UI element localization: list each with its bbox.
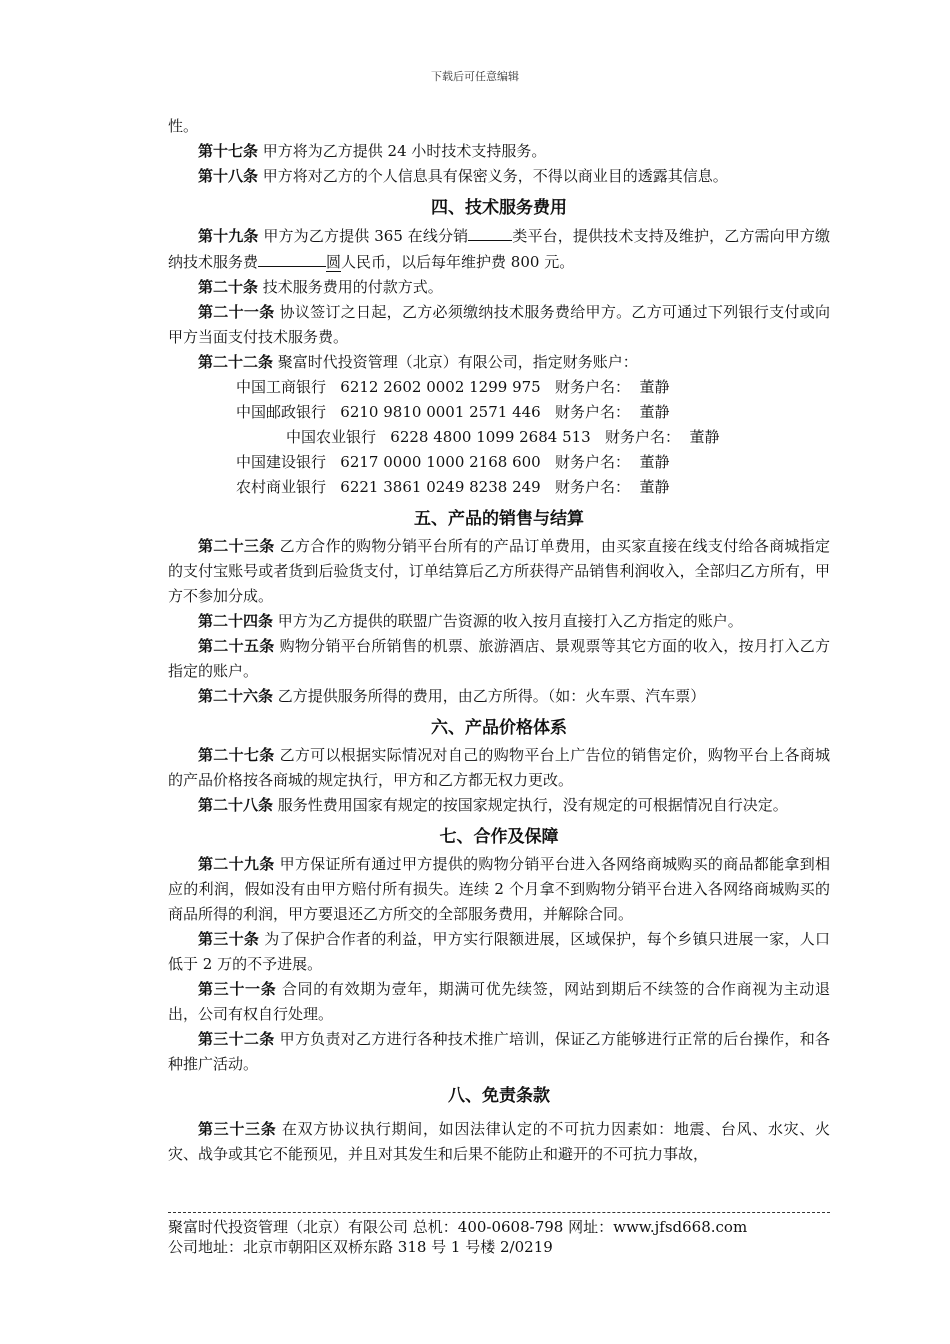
footer-divider (168, 1212, 830, 1213)
clause-text: 甲方负责对乙方进行各种技术推广培训，保证乙方能够进行正常的后台操作，和各种推广活动。 (168, 1030, 830, 1073)
clause-26 (168, 684, 830, 709)
clause-text: 合同的有效期为壹年，期满可优先续签，网站到期后不续签的合作商视为主动退出，公司有权自行处理。 (168, 980, 830, 1023)
clause-text: 乙方提供服务所得的费用，由乙方所得。（如：火车票、汽车票） (273, 687, 706, 705)
paragraph: 性。 (168, 117, 199, 135)
fill-in-blank (258, 249, 326, 267)
clause-20 (168, 275, 830, 300)
fill-in-blank (468, 223, 512, 241)
clause-text: 甲方为乙方提供的联盟广告资源的收入按月直接打入乙方指定的账户。 (273, 612, 743, 630)
clause-18 (168, 164, 830, 189)
clause-text: 技术服务费用的付款方式。 (258, 278, 443, 296)
clause-30 (168, 927, 830, 977)
clause-32 (168, 1027, 830, 1077)
section-heading: 八、免责条款 (448, 1086, 550, 1106)
clause-number: 第二十七条 (198, 746, 275, 764)
page-footer (168, 1212, 830, 1257)
clause-text: 协议签订之日起，乙方必须缴纳技术服务费给甲方。乙方可通过下列银行支付或向甲方当面支付技术服务费。 (168, 303, 830, 346)
clause-number: 第二十三条 (198, 537, 275, 555)
footer-address-line: 公司地址：北京市朝阳区双桥东路 318 号 1 号楼 2/0219 (168, 1238, 553, 1256)
clause-number: 第二十四条 (198, 612, 274, 630)
clause-number: 第二十九条 (198, 855, 275, 873)
clause-text: 购物分销平台所销售的机票、旅游酒店、景观票等其它方面的收入，按月打入乙方指定的账户。 (168, 637, 830, 680)
clause-text: 甲方保证所有通过甲方提供的购物分销平台进入各网络商城购买的商品都能拿到相应的利润，假如没有由甲方赔付所有损失。连续 2 个月拿不到购物分销平台进入各网络商城购买的商品所得的利润，甲方要退还乙方所交的全部服务费用，并解除合同。 (168, 855, 830, 923)
clause-number: 第二十二条 (198, 353, 274, 371)
clause-number: 第二十一条 (198, 303, 275, 321)
clause-text: 乙方可以根据实际情况对自己的购物平台上广告位的销售定价，购物平台上各商城的产品价格按各商城的规定执行，甲方和乙方都无权力更改。 (168, 746, 830, 789)
clause-27 (168, 743, 830, 793)
clause-number: 第三十一条 (198, 980, 277, 998)
clause-28 (168, 793, 830, 818)
clause-text: 甲方将为乙方提供 24 小时技术支持服务。 (258, 142, 547, 160)
clause-17 (168, 139, 830, 164)
bank-account-line: 中国农业银行 6228 4800 1099 2684 513 财务户名： 董静 (286, 428, 720, 446)
clause-text: 为了保护合作者的利益，甲方实行限额进展，区域保护，每个乡镇只进展一家，人口低于 2 万的不予进展。 (168, 930, 830, 973)
clause-text: 圆 (326, 253, 342, 271)
clause-number: 第二十六条 (198, 687, 274, 705)
bank-account-line: 中国建设银行 6217 0000 1000 2168 600 财务户名： 董静 (236, 453, 670, 471)
clause-31 (168, 977, 830, 1027)
footer-company-line: 聚富时代投资管理（北京）有限公司 总机：400-0608-798 网址：www.jfsd668.com (168, 1218, 748, 1236)
clause-number: 第三十二条 (198, 1030, 275, 1048)
clause-number: 第十八条 (198, 167, 259, 185)
clause-text: 甲方为乙方提供 365 在线分销 (258, 227, 469, 245)
bank-account-line: 农村商业银行 6221 3861 0249 8238 249 财务户名： 董静 (236, 478, 670, 496)
clause-number: 第十九条 (198, 227, 259, 245)
clause-number: 第二十八条 (198, 796, 274, 814)
clause-number: 第十七条 (198, 142, 259, 160)
clause-22 (168, 350, 830, 375)
clause-25 (168, 634, 830, 684)
document-body (168, 114, 830, 1167)
section-heading: 七、合作及保障 (439, 827, 559, 847)
clause-number: 第三十三条 (198, 1120, 277, 1138)
clause-text: 类平台，提供技术支持及维护，乙方需向甲方缴纳技术服务费 (168, 227, 830, 271)
clause-text: 乙方合作的购物分销平台所有的产品订单费用，由买家直接在线支付给各商城指定的支付宝账号或者货到后验货支付，订单结算后乙方所获得产品销售利润收入，全部归乙方所有，甲方不参加分成。 (168, 537, 830, 605)
clause-number: 第三十条 (198, 930, 260, 948)
clause-text: 人民币，以后每年维护费 800 元。 (341, 253, 575, 271)
clause-21 (168, 300, 830, 350)
clause-33 (168, 1117, 830, 1167)
clause-text: 在双方协议执行期间，如因法律认定的不可抗力因素如：地震、台风、水灾、火灾、战争或其它不能预见，并且对其发生和后果不能防止和避开的不可抗力事故， (168, 1120, 830, 1163)
clause-number: 第二十五条 (198, 637, 275, 655)
bank-account-line: 中国邮政银行 6210 9810 0001 2571 446 财务户名： 董静 (236, 403, 670, 421)
clause-29 (168, 852, 830, 927)
clause-text: 甲方将对乙方的个人信息具有保密义务，不得以商业目的透露其信息。 (258, 167, 728, 185)
clause-number: 第二十条 (198, 278, 259, 296)
clause-23 (168, 534, 830, 609)
bank-account-line: 中国工商银行 6212 2602 0002 1299 975 财务户名： 董静 (236, 378, 670, 396)
section-heading: 六、产品价格体系 (431, 718, 567, 738)
section-heading: 四、技术服务费用 (431, 198, 567, 218)
clause-text: 聚富时代投资管理（北京）有限公司，指定财务账户： (273, 353, 638, 371)
clause-24 (168, 609, 830, 634)
page-header-note: 下载后可任意编辑 (431, 70, 519, 83)
clause-19 (168, 223, 830, 275)
section-heading: 五、产品的销售与结算 (414, 509, 584, 529)
clause-text: 服务性费用国家有规定的按国家规定执行，没有规定的可根据情况自行决定。 (273, 796, 788, 814)
